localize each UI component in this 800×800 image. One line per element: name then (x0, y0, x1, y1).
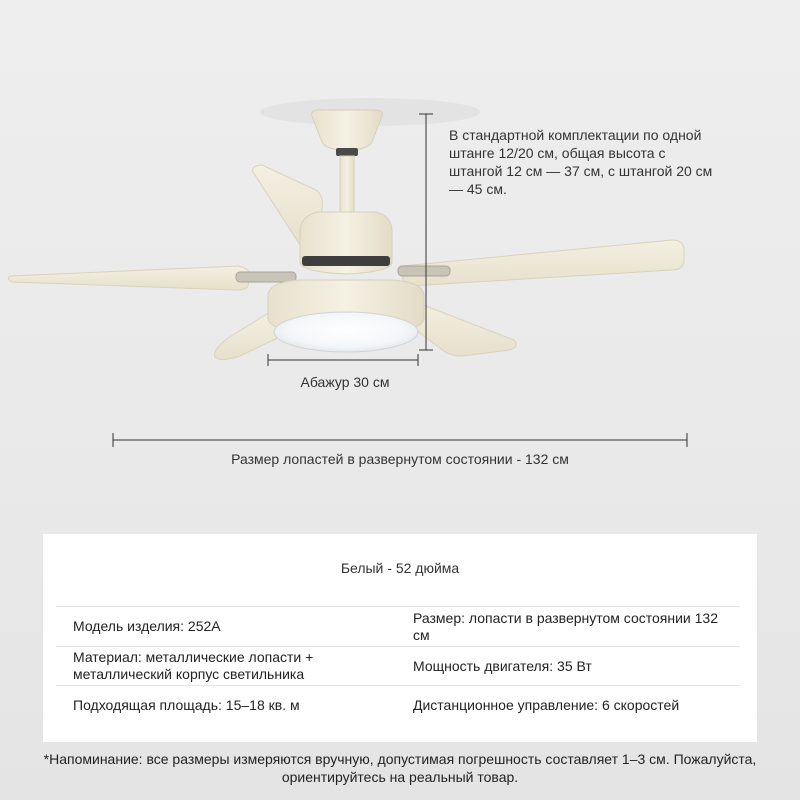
spec-motor-power: Мощность двигателя: 35 Вт (413, 657, 592, 674)
spec-blade-size: Размер: лопасти в развернутом состоянии 132 см (413, 609, 718, 643)
spec-table (56, 606, 740, 725)
light-diffuser (274, 312, 418, 352)
spec-remote: Дистанционное управление: 6 скоростей (413, 697, 680, 713)
span-dimension (0, 430, 800, 450)
blade-bracket-left (236, 272, 296, 282)
spec-row (56, 606, 740, 646)
mount-height-note: В стандартной комплектации по одной штанге 12/20 см, общая высота с штангой 12 см — 37 см, с штангой 20 см — 45 см. (449, 127, 713, 197)
spec-row (56, 685, 740, 725)
blade-bracket-right (398, 266, 450, 276)
measurement-disclaimer: *Напоминание: все размеры измеряются вручную, допустимая погрешность составляет 1–3 см. Пожалуйста, ориентируйтесь на реальный товар. (43, 751, 757, 785)
ceiling-canopy (312, 110, 383, 150)
spec-material: Материал: металлические лопасти + металлический корпус светильника (73, 649, 314, 682)
shade-size-label: Абажур 30 см (300, 374, 390, 390)
canopy-collar (336, 148, 358, 156)
spec-card (43, 534, 757, 742)
downrod (340, 156, 354, 218)
blade-span-label: Размер лопастей в развернутом состоянии - 132 см (231, 451, 569, 467)
spec-row (56, 646, 740, 685)
fan-blade-left (8, 266, 250, 290)
fan-blade-right (402, 240, 684, 286)
motor-ring (302, 256, 390, 266)
spec-area: Подходящая площадь: 15–18 кв. м (73, 697, 300, 713)
spec-model: Модель изделия: 252A (73, 618, 221, 634)
spec-title: Белый - 52 дюйма (340, 560, 460, 576)
